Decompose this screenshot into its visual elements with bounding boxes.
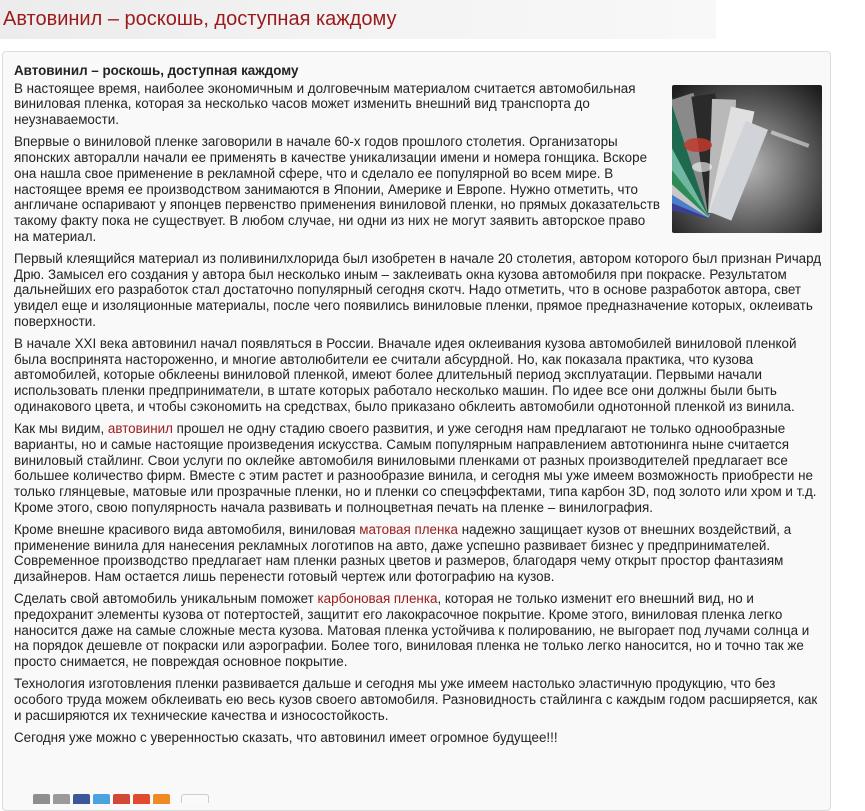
article-box [2, 51, 831, 811]
article-content [14, 63, 822, 752]
page-title: Автовинил – роскошь, доступная каждому [3, 8, 397, 30]
facebook-icon[interactable] [73, 794, 90, 804]
link-carbon-film[interactable]: карбоновая пленка [317, 591, 438, 607]
paragraph-6 [14, 522, 822, 585]
paragraph-1: В настоящее время, наиболее экономичным и долговечным материалом считается автомобильная виниловая пленка, которая за несколько часов может изменить внешний вид транспорта до неузнаваемости. [14, 80, 636, 128]
paragraph-5-text-a: Как мы видим, [14, 421, 108, 437]
paragraph-4: В начале XXI века автовинил начал появляться в России. Вначале идея оклеивания кузова автомобилей виниловой пленкой была воспринята настороженно, и многие автолюбители ее считали абсурдной. Но, как показала практика, что кузова автомобилей, которые обклеены виниловой пленкой, имеют более длительный период эксплуатации. Первыми начали использовать пленки предприниматели, в штате которых работало несколько машин. По идее все они должны были быть одинакового цвета, и чтобы сэкономить на средствах, было приказано обклеить автомобили однотонной пленкой из винила. [14, 336, 797, 414]
paragraph-6-text-a: Кроме внешне красивого вида автомобиля, виниловая [14, 521, 360, 537]
paragraph-8: Технология изготовления пленки развивается дальше и сегодня мы уже имеем настолько эластичную продукцию, что без особого труда можем обклеивать ею весь кузов своего автомобиля. Разновидность стайлинга с каждым годом расширяется, как и расширяются их технические качества и износостойкость. [14, 676, 818, 723]
paragraph-5 [14, 421, 822, 515]
mail-icon[interactable] [133, 794, 150, 804]
paragraph-2: Впервые о виниловой пленке заговорили в начале 60-х годов прошлого столетия. Организаторы японских авторалли начали ее применять в качестве уникализации имени и номера гонщика. Вскоре она нашла свое применение в рекламной сфере, что и сделало ее популярной во всем мире. В настоящее время ее производством занимаются в Японии, Америке и Европе. Нужно отметить, что англичане оспаривают у японцев первенство применения виниловой пленки, но прямых доказательств такому факту пока не существует. В любом случае, ни одни из них не могут заявить авторское право на материал. [14, 134, 660, 244]
paragraph-7 [14, 591, 822, 670]
link-avtovinil[interactable]: автовинил [107, 421, 173, 437]
share-icon-1[interactable] [33, 794, 50, 804]
article-heading: Автовинил – роскошь, доступная каждому [14, 63, 299, 78]
twitter-icon[interactable] [93, 794, 110, 804]
paragraph-3: Первый клеящийся материал из поливинилхлорида был изобретен в начале 20 столетия, автором которого был признан Ричард Дрю. Замысел его создания у автора был несколько иным – заклеивать окна кузова автомобиля при покраске. Результатом дальнейших его разработок стал достаточно популярный сегодня скотч. Надо отметить, что в основе разработок автора, свет увидел еще и изоляционные материалы, после чего появились виниловые пленки, прямое предназначение которых, оклеивать поверхности. [14, 250, 822, 329]
link-matte-film[interactable]: матовая пленка [359, 521, 458, 537]
paragraph-9: Сегодня уже можно с уверенностью сказать, что автовинил имеет огромное будущее!!! [14, 730, 558, 746]
paragraph-6-text-b: надежно защищает кузов от внешних воздействий, а применение винила для нанесения рекламных логотипов на авто, даже успешно развивает бизнес у предпринимателей. Современное производство предлагает нам пленки разных цветов и размеров, благодаря чему открыт простор фантазиям дизайнеров. Нам остается лишь перенести готовый чертеж или фотографию на кузов. [14, 521, 792, 585]
odnoklassniki-icon[interactable] [153, 794, 170, 804]
paragraph-5-text-b: прошел не одну стадию своего развития, и уже сегодня нам предлагают не только однообразные варианты, но и самые настоящие произведения искусства. Самым популярным направлением автотюнинга ныне считается виниловый стайлинг. Свои услуги по оклейке автомобиля виниловыми пленками от разных производителей предлагает все большее количество фирм. Вместе с этим растет и разнообразие винила, и сегодня мы уже имеем возможность приобрести не только глянцевые, матовые или прозрачные пленки, но и пленки со спецэффектами, типа карбон 3D, под золото или хром и т.д. Кроме этого, свою популярность начала развивать и полноцветная печать на пленке – винилография. [14, 421, 817, 515]
gmail-icon[interactable] [113, 794, 130, 804]
page-header [0, 0, 716, 39]
share-icon-2[interactable] [53, 794, 70, 804]
paragraph-7-text-b: , которая не только изменит его внешний вид, но и предохранит элементы кузова от потертостей, защитит его лакокрасочное покрытие. Кроме этого, виниловая пленка легко наносится даже на самые сложные места кузова. Матовая пленка устойчива к полированию, не выгорает под лучами солнца и на порядок дешевле от покраски или аэрографии. Более того, виниловая пленка не только легко наносится, но и точно так же просто снимается, не повреждая основное покрытие. [14, 591, 810, 670]
vinyl-swatch-fan-image [672, 85, 822, 233]
share-bar [33, 794, 209, 804]
paragraph-7-text-a: Сделать свой автомобиль уникальным поможет [14, 591, 318, 607]
